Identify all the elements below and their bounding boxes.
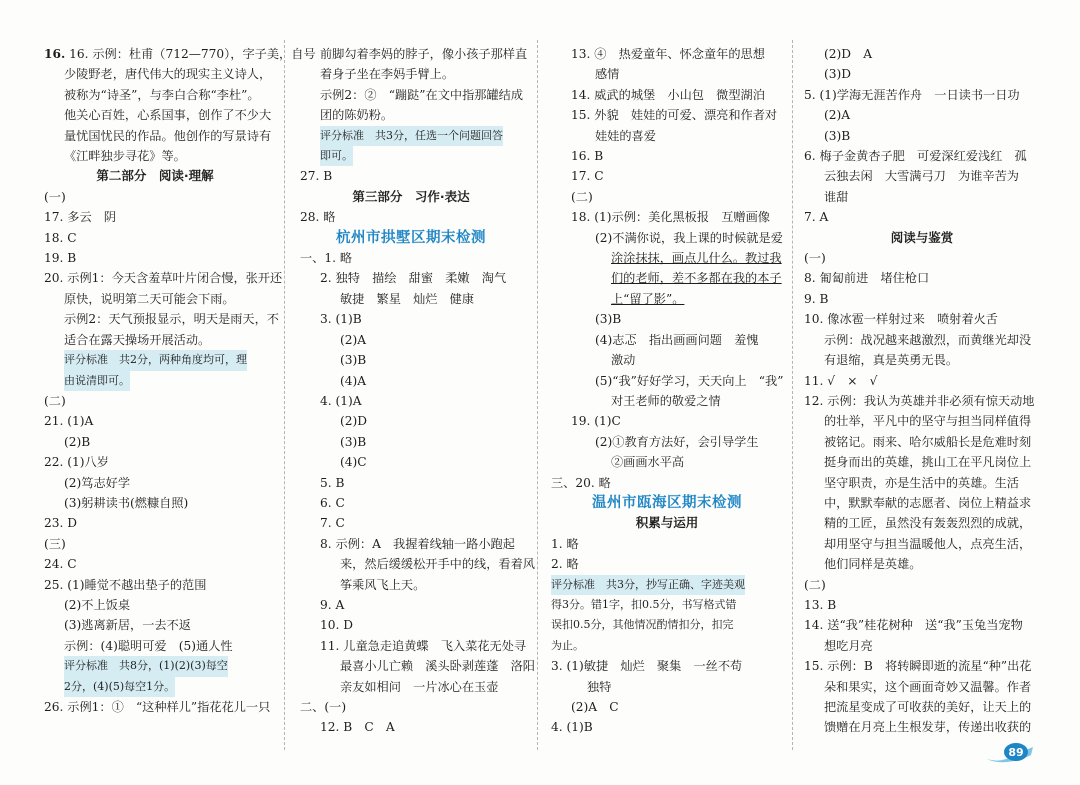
- answer-line: 最喜小儿亡赖 溪头卧剥莲蓬 洛阳: [340, 659, 535, 674]
- answer-line: 11. √ × √: [804, 373, 878, 388]
- scoring-note: 得3分。错1字，扣0.5分，书写格式错: [551, 597, 737, 611]
- answer-line: 14. 威武的城堡 小山包 微型湖泊: [571, 87, 765, 102]
- subsection-label: (二): [571, 189, 593, 204]
- answer-line: 却用坚守与担当温暖他人，点亮生活，: [824, 536, 1032, 551]
- answer-line: 适合在露天操场开展活动。: [64, 332, 211, 347]
- answer-line: 10. D: [320, 618, 354, 633]
- answer-line: 少陵野老，唐代伟大的现实主义诗人，: [64, 67, 272, 82]
- answer-line: (2)D A: [824, 47, 873, 61]
- answer-line: 26. 示例1：① “这种样儿”指花花儿一只: [44, 700, 271, 714]
- answer-line: 3. (1)敏捷 灿烂 聚集 一丝不苟: [551, 659, 743, 674]
- answer-line: 上“留了影”。: [611, 291, 685, 306]
- answer-line: 10. 像冰雹一样射过来 喷射着火舌: [804, 312, 998, 327]
- answer-line: 们的老师，差不多都在我的本子: [611, 271, 782, 286]
- section-heading: 第二部分 阅读·理解: [96, 168, 214, 184]
- scoring-note: 为止。: [551, 638, 584, 652]
- answer-line: 想吃月亮: [824, 638, 873, 653]
- answer-line: 着身子坐在李妈手臂上。: [320, 67, 455, 82]
- answer-line: 朵和果实，这个画面奇妙又温馨。作者: [824, 679, 1032, 694]
- answer-line: 把流星变成了可收获的美好，让天上的: [824, 700, 1032, 714]
- answer-line: 来，然后缓缓松开手中的线，看着风: [340, 557, 535, 572]
- answer-line: ②画画水平高: [611, 455, 685, 470]
- answer-line: 激动: [611, 353, 636, 368]
- scoring-note: 由说清即可。: [44, 371, 266, 391]
- answer-line: 6. C: [320, 495, 345, 510]
- answer-line: 4. (1)A: [320, 393, 362, 408]
- answer-line: 16. B: [571, 149, 604, 164]
- answer-line: 有退缩，真是英勇无畏。: [824, 353, 959, 368]
- answer-line: 云独去闲 大雪满弓刀 为谁辛苦为: [824, 169, 1019, 184]
- answer-line: (2)D: [340, 414, 368, 429]
- page-number-badge-icon: [985, 741, 1035, 763]
- answer-line: 12. 示例：我认为英雄并非必须有惊天动地: [804, 393, 1035, 408]
- answer-line: 独特: [587, 679, 612, 694]
- answer-line: (2)不满你说，我上课的时候就是爱: [595, 230, 783, 245]
- answer-line: 中，默默奉献的志愿者、岗位上精益求: [824, 495, 1032, 510]
- answer-line: 23. D: [44, 516, 78, 531]
- answer-line: 量忧国忧民的作品。他创作的写景诗有: [64, 128, 272, 143]
- answer-line: (3)B: [595, 312, 622, 327]
- answer-line: 涂涂抹抹，画点儿什么。教过我: [611, 251, 782, 266]
- answer-line: 8. 匍匐前进 堵住枪口: [804, 271, 930, 286]
- answer-line: (3)逃离新居，一去不返: [64, 618, 191, 633]
- answer-line: 19. (1)C: [571, 414, 621, 429]
- answer-line: (2)B: [64, 434, 91, 449]
- section-heading: 第三部分 习作·表达: [352, 188, 470, 204]
- answer-line: 24. C: [44, 557, 77, 572]
- answer-line: 馈赠在月亮上生根发芽，传递出收获的: [824, 720, 1032, 735]
- answer-line: 被铭记。雨来、哈尔威船长是危难时刻: [824, 434, 1032, 449]
- answer-line: (2)①教育方法好，会引导学生: [595, 434, 759, 449]
- answer-line: 5. (1)学海无涯苦作舟 一日读书一日功: [804, 87, 1020, 102]
- answer-line: 谁甜: [824, 189, 849, 204]
- section-heading: 积累与运用: [635, 515, 699, 531]
- answer-line: 《江畔独步寻花》等。: [64, 149, 186, 164]
- answer-line: 9. B: [804, 291, 829, 306]
- answer-line: 6. 梅子金黄杏子肥 可爱深红爱浅红 孤: [804, 149, 1027, 164]
- answer-line: 18. (1)示例：美化黑板报 互赠画像: [571, 210, 770, 225]
- answer-line: (2)笃志好学: [64, 475, 131, 490]
- answer-line: 三、20. 略: [551, 475, 611, 490]
- exam-title: 温州市瓯海区期末检测: [592, 494, 742, 511]
- answer-line: 示例：(4)聪明可爱 (5)通人性: [64, 638, 233, 653]
- column-divider: [284, 40, 285, 750]
- answer-line: 亲友如相问 一片冰心在玉壶: [340, 679, 499, 694]
- subsection-label: (一): [44, 189, 66, 204]
- answer-line: 2. 独特 描绘 甜蜜 柔嫩 淘气: [320, 271, 507, 286]
- answer-line: 19. B: [44, 251, 77, 266]
- answer-line: 21. (1)A: [44, 414, 94, 429]
- answer-line: 14. 送“我”桂花树种 送“我”玉兔当宠物: [804, 618, 1023, 633]
- answer-line: 示例2：② “蹦跶”在文中指那罐结成: [320, 87, 524, 102]
- subsection-label: (三): [44, 536, 66, 551]
- answer-line: 27. B: [300, 169, 333, 184]
- answer-line: (3)B: [340, 353, 367, 368]
- answer-line: 4. (1)B: [551, 720, 593, 735]
- answer-line: 团的陈奶粉。: [320, 108, 394, 123]
- answer-line: 8. 示例：A 我握着线轴一路小跑起: [320, 536, 515, 551]
- answer-line: 7. A: [804, 210, 829, 225]
- scoring-note: 误扣0.5分，其他情况酌情扣分，扣完: [551, 618, 734, 632]
- scoring-note: 评分标准 共2分，两种角度均可，理: [44, 350, 266, 370]
- answer-line: 1. 略: [551, 536, 579, 551]
- answer-line: 他们同样是英雄。: [824, 557, 922, 572]
- answer-line: 17. C: [571, 169, 604, 184]
- answer-line: 12. B C A: [320, 720, 395, 735]
- answer-line: (3)B: [824, 128, 851, 143]
- page-number-text: 89: [1008, 746, 1024, 759]
- answer-line: 坚守职责，亦是生活中的英雄。生活: [824, 475, 1019, 490]
- answer-line: 13. ④ 热爱童年、怀念童年的思想: [571, 47, 765, 61]
- answer-line: 22. (1)八岁: [44, 455, 109, 470]
- answer-line: 敏捷 繁星 灿烂 健康: [340, 291, 475, 306]
- subsection-label: (一): [804, 251, 826, 266]
- answer-line: 3. (1)B: [320, 312, 362, 327]
- answer-line: 对王老师的敬爱之情: [611, 393, 721, 408]
- answer-line: (3)躬耕读书(燃糠自照): [64, 495, 189, 510]
- answer-line: 前脚勾着李妈的脖子，像小孩子那样直: [320, 47, 528, 61]
- subsection-label: (二): [804, 577, 826, 592]
- answer-line: 25. (1)睡觉不越出垫子的范围: [44, 577, 207, 592]
- answer-line: 9. A: [320, 597, 345, 612]
- subsection-label: (二): [44, 393, 66, 408]
- scoring-note: 评分标准 共3分，任选一个问题回答: [300, 126, 522, 146]
- answer-line: 16. 16. 示例：杜甫（712—770），字子美，自号: [44, 47, 316, 61]
- answer-line: (3)B: [340, 434, 367, 449]
- answer-line: (2)A: [824, 108, 851, 123]
- answer-line: 示例2：天气预报显示，明天是雨天，不: [64, 312, 279, 327]
- page-number: [985, 741, 1035, 763]
- answer-line: (4)A: [340, 373, 367, 388]
- answer-line: 的壮举，平凡中的坚守与担当同样值得: [824, 414, 1032, 429]
- answer-line: 被称为“诗圣”，与李白合称“李杜”。: [64, 87, 260, 102]
- answer-line: 感情: [595, 67, 620, 82]
- column-3: [551, 44, 783, 738]
- column-divider: [792, 40, 793, 750]
- answer-line: (3)D: [824, 67, 852, 82]
- column-2: [300, 44, 535, 738]
- answer-line: 15. 外貌 娃娃的可爱、漂亮和作者对: [571, 108, 778, 123]
- answer-line: 示例：战况越来越激烈，而黄继光却没: [824, 332, 1032, 347]
- answer-line: 28. 略: [300, 210, 336, 225]
- exam-title: 杭州市拱墅区期末检测: [336, 229, 486, 246]
- answer-line: 筝乘风飞上天。: [340, 577, 426, 592]
- answer-line: 13. B: [804, 597, 837, 612]
- scoring-note: 评分标准 共8分，(1)(2)(3)每空: [44, 656, 266, 676]
- answer-line: 他关心百姓，心系国事，创作了不少大: [64, 108, 272, 123]
- answer-line: 5. B: [320, 475, 345, 490]
- answer-line: 2. 略: [551, 557, 579, 572]
- answer-line: 7. C: [320, 516, 345, 531]
- answer-line: (2)A C: [571, 700, 619, 714]
- answer-line: 11. 儿童急走追黄蝶 飞入菜花无处寻: [320, 638, 527, 653]
- answer-line: (2)不上饭桌: [64, 597, 131, 612]
- answer-line: 一、1. 略: [300, 251, 353, 266]
- answer-line: (4)志忑 指出画画问题 羞愧: [595, 332, 759, 347]
- answer-line: 15. 示例：B 将转瞬即逝的流星“种”出花: [804, 659, 1032, 674]
- scoring-note: 2分，(4)(5)每空1分。: [44, 677, 266, 697]
- answer-line: 挺身而出的英雄，挑山工在平凡岗位上: [824, 455, 1032, 470]
- subsection-label: 二、(一): [300, 700, 347, 714]
- answer-line: 17. 多云 阴: [44, 210, 117, 225]
- scoring-note: 评分标准 共3分，抄写正确、字迹美观: [551, 575, 783, 595]
- answer-line: 18. C: [44, 230, 77, 245]
- scoring-note: 即可。: [300, 146, 522, 166]
- answer-line: 20. 示例1：今天含羞草叶片闭合慢，张开还: [44, 271, 283, 286]
- answer-line: 娃娃的喜爱: [595, 128, 656, 143]
- answer-line: 精的工匠，虽然没有轰轰烈烈的成就，: [824, 516, 1032, 531]
- column-1: [44, 44, 316, 717]
- column-4: [804, 44, 1040, 738]
- answer-line: (5)“我”好好学习，天天向上 “我”: [595, 373, 784, 388]
- answer-line: 原快，说明第二天可能会下雨。: [64, 291, 235, 306]
- answer-line: (4)C: [340, 455, 367, 470]
- answer-line: (2)A: [340, 332, 367, 347]
- section-heading: 阅读与鉴赏: [890, 229, 954, 245]
- column-divider: [537, 40, 538, 750]
